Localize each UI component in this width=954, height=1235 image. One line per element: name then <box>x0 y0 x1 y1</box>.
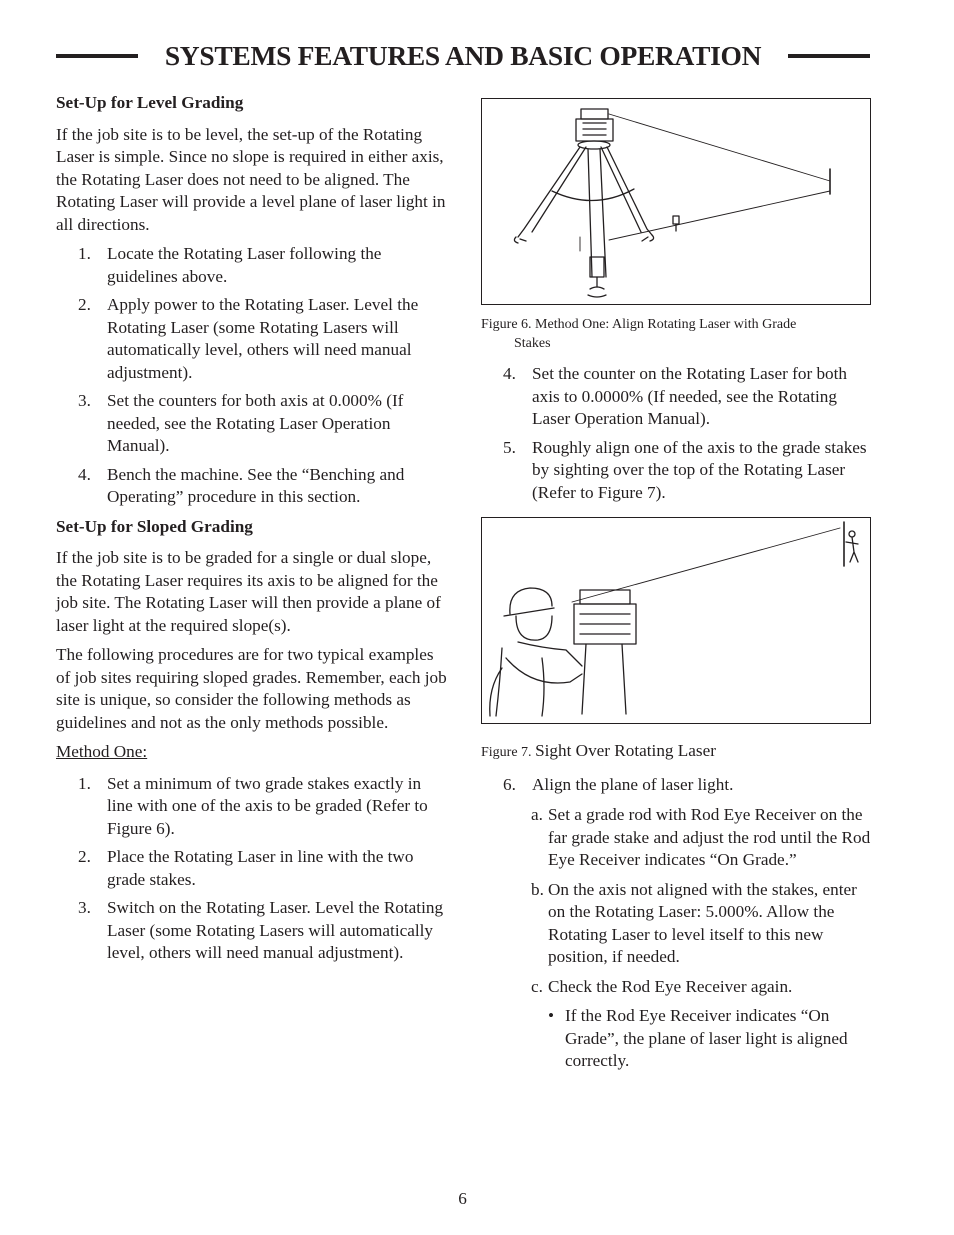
header-rule-right <box>788 54 870 58</box>
figure-7-illustration <box>481 517 871 724</box>
method-one-label: Method One: <box>56 742 148 761</box>
list-item: 3. Set the counters for both axis at 0.000% (If needed, see the Rotating Laser Operation Manual). <box>78 391 404 455</box>
level-grading-heading: Set-Up for Level Grading <box>56 93 244 112</box>
list-item: 1. Locate the Rotating Laser following the guidelines above. <box>78 244 382 286</box>
sloped-grading-heading: Set-Up for Sloped Grading <box>56 516 253 536</box>
figure-7-caption: Figure 7. Sight Over Rotating Laser <box>481 741 716 760</box>
sloped-grading-para2: The following procedures are for two typical examples of job sites requiring sloped grades. Remember, each job site is unique, so consider the following methods as guidelines and not as the only methods possible. <box>56 645 447 732</box>
page-header <box>56 38 870 74</box>
method-one-steps <box>56 773 448 965</box>
list-item: 4. Bench the machine. See the “Benching and Operating” procedure in this section. <box>78 464 405 506</box>
level-grading-steps <box>56 243 448 509</box>
list-item: 1. Set a minimum of two grade stakes exactly in line with one of the axis to be graded (Refer to Figure 6). <box>78 773 428 838</box>
list-item: 6. Align the plane of laser light. <box>503 774 734 794</box>
step-6-list <box>481 774 873 797</box>
laser-head-body <box>576 119 613 141</box>
sloped-grading-para1: If the job site is to be graded for a single or dual slope, the Rotating Laser requires its axis to be aligned for the job site. The Rotating Laser will then provide a plane of laser light at the required slope(s). <box>56 548 441 635</box>
substep-b: b. On the axis not aligned with the stakes, enter on the Rotating Laser: 5.000%. Allow the Rotating Laser to level itself to this new position, if needed. <box>531 879 857 966</box>
on-grade-bullet: • If the Rod Eye Receiver indicates “On Grade”, the plane of laser light is aligned correctly. <box>548 1006 848 1070</box>
laser-head-top <box>581 109 608 119</box>
list-item: 3. Switch on the Rotating Laser. Level the Rotating Laser (some Rotating Lasers will automatically level, others will need manual adjustment). <box>78 898 444 962</box>
list-item: 4. Set the counter on the Rotating Laser for both axis to 0.0000% (If needed, see the Rotating Laser Operation Manual). <box>503 364 848 428</box>
header-rule-left <box>56 54 138 58</box>
page-title: SYSTEMS FEATURES AND BASIC OPERATION <box>164 40 762 71</box>
substep-c: c. Check the Rod Eye Receiver again. <box>531 976 793 996</box>
laser-unit-top <box>580 590 630 604</box>
list-item: 2. Place the Rotating Laser in line with the two grade stakes. <box>78 847 414 889</box>
tripod-laser-drawing <box>482 99 870 304</box>
right-column <box>481 92 873 1073</box>
list-item: 2. Apply power to the Rotating Laser. Level the Rotating Laser (some Rotating Lasers will automatically level, others will need manual adjustment). <box>78 295 419 382</box>
list-item: 5. Roughly align one of the axis to the grade stakes by sighting over the top of the Rotating Laser (Refer to Figure 7). <box>503 437 867 502</box>
level-grading-intro: If the job site is to be level, the set-up of the Rotating Laser is simple. Since no slope is required in either axis, the Rotating Laser does not need to be aligned. The Rotating Laser will provide a level plane of laser light in all directions. <box>56 124 446 234</box>
page-number: 6 <box>458 1189 467 1208</box>
substep-a: a. Set a grade rod with Rod Eye Receiver on the far grade stake and adjust the rod until the Rod Eye Receiver indicates “On Grade.” <box>531 805 871 869</box>
left-column <box>56 92 448 972</box>
figure-6-caption: Figure 6. Method One: Align Rotating Laser with Grade Stakes <box>481 317 797 351</box>
figure-6-illustration <box>481 98 871 305</box>
sighting-operator-drawing <box>482 518 870 723</box>
right-steps <box>481 363 873 504</box>
